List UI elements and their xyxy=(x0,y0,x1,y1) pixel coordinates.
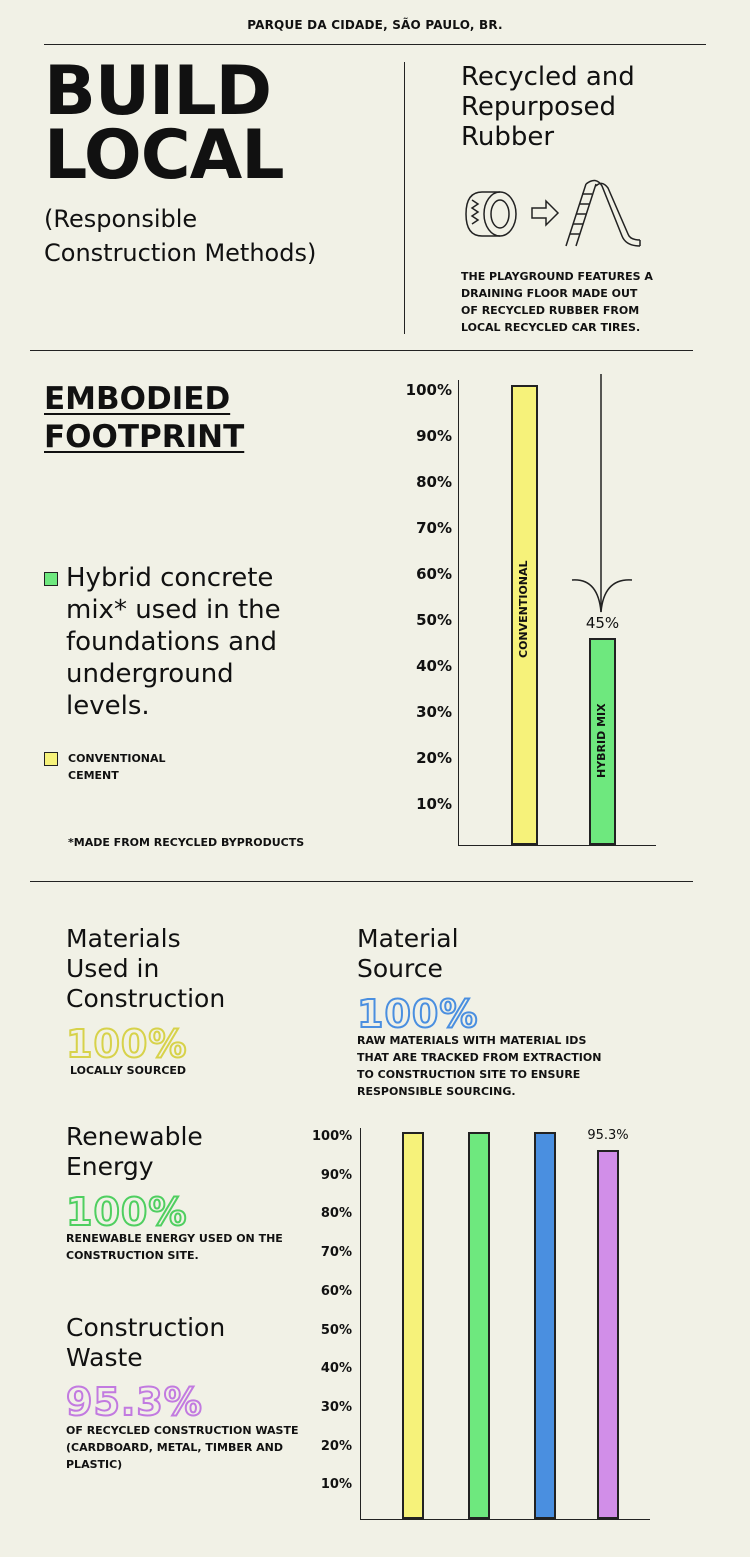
chart1-ytick: 100% xyxy=(405,381,452,399)
chart1-x-axis xyxy=(458,845,656,846)
chart2-data-label: 95.3% xyxy=(587,1128,629,1144)
chart1-ytick: 10% xyxy=(416,795,452,813)
chart1-ytick: 30% xyxy=(416,703,452,721)
chart2-ytick: 10% xyxy=(320,1477,352,1493)
page-title: BUILD LOCAL xyxy=(44,52,284,195)
section-divider-2 xyxy=(30,881,693,882)
chart2-bar xyxy=(468,1132,490,1519)
chart1-ytick: 50% xyxy=(416,611,452,629)
waste-title: Construction Waste xyxy=(66,1313,226,1372)
chart1-ytick: 20% xyxy=(416,749,452,767)
chart1-y-axis xyxy=(458,380,459,846)
chart1-ytick: 90% xyxy=(416,427,452,445)
chart1-ytick: 60% xyxy=(416,565,452,583)
location-label: PARQUE DA CIDADE, SÃO PAULO, BR. xyxy=(247,18,503,32)
waste-value: 95.3% xyxy=(66,1380,203,1424)
chart2-ytick: 60% xyxy=(320,1283,352,1299)
chart1-ytick: 80% xyxy=(416,473,452,491)
chart1-bar-label: HYBRID MIX xyxy=(595,702,608,778)
energy-value: 100% xyxy=(66,1190,188,1234)
chart2-bar xyxy=(534,1132,556,1519)
chart1-ytick: 70% xyxy=(416,519,452,537)
chart1-bar-label: CONVENTIONAL xyxy=(517,560,530,659)
chart2-bar xyxy=(597,1150,619,1519)
chart2-ytick: 100% xyxy=(312,1129,353,1144)
chart2-bar xyxy=(402,1132,424,1519)
chart2-ytick: 80% xyxy=(320,1206,352,1222)
materials-title: Materials Used in Construction xyxy=(66,924,226,1013)
chart2-ytick: 50% xyxy=(320,1322,352,1338)
energy-title: Renewable Energy xyxy=(66,1122,203,1181)
rubber-description: THE PLAYGROUND FEATURES A DRAINING FLOOR MADE OUT OF RECYCLED RUBBER FROM LOCAL RECYCLED CAR TIRES. xyxy=(461,270,653,334)
materials-value: 100% xyxy=(66,1022,188,1066)
source-value: 100% xyxy=(357,992,479,1036)
waste-caption: OF RECYCLED CONSTRUCTION WASTE (CARDBOARD, METAL, TIMBER AND PLASTIC) xyxy=(66,1424,299,1471)
source-title: Material Source xyxy=(357,924,459,983)
page-subtitle: (Responsible Construction Methods) xyxy=(44,205,317,267)
chart2-ytick: 30% xyxy=(320,1399,352,1415)
materials-caption: LOCALLY SOURCED xyxy=(70,1064,187,1077)
chart2-x-axis xyxy=(360,1519,650,1520)
source-caption: RAW MATERIALS WITH MATERIAL IDS THAT ARE TRACKED FROM EXTRACTION TO CONSTRUCTION SITE TO ENSURE RESPONSIBLE SOURCING. xyxy=(357,1034,602,1098)
energy-caption: RENEWABLE ENERGY USED ON THE CONSTRUCTION SITE. xyxy=(66,1232,283,1262)
legend-conventional-label: CONVENTIONAL CEMENT xyxy=(68,752,166,782)
chart1-data-label: 45% xyxy=(585,614,620,632)
footprint-title: EMBODIED FOOTPRINT xyxy=(44,381,245,455)
chart2-ytick: 70% xyxy=(320,1245,352,1261)
rubber-title: Recycled and Repurposed Rubber xyxy=(461,62,635,152)
footnote: *MADE FROM RECYCLED BYPRODUCTS xyxy=(68,836,305,849)
chart2-y-axis xyxy=(360,1128,361,1520)
chart2-ytick: 40% xyxy=(320,1361,352,1377)
reduction-arrow-icon xyxy=(568,374,638,640)
chart2-ytick: 20% xyxy=(320,1438,352,1454)
chart2-ytick: 90% xyxy=(320,1167,352,1183)
chart1-ytick: 40% xyxy=(416,657,452,675)
legend-hybrid-label: Hybrid concrete mix* used in the foundations and underground levels. xyxy=(66,563,281,721)
